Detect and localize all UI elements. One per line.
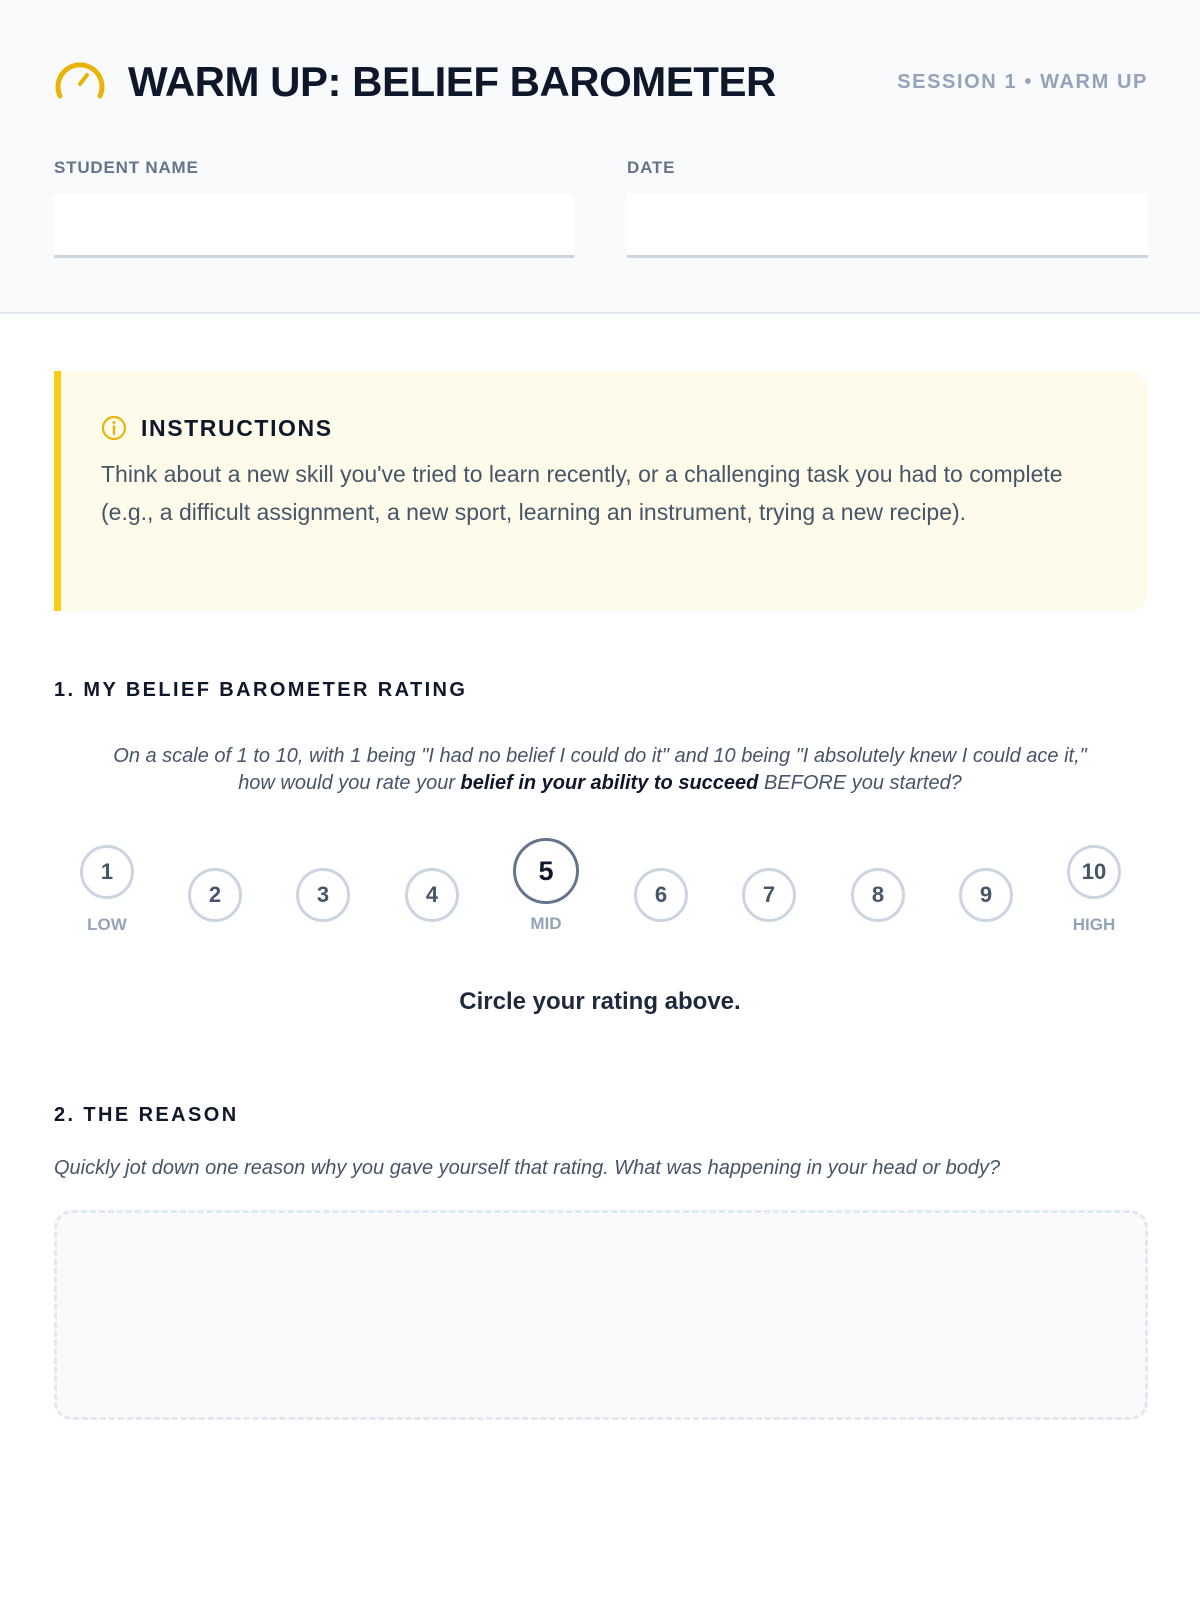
- worksheet-header: [0, 0, 1200, 314]
- date-field[interactable]: [627, 194, 1148, 258]
- rating-circle[interactable]: 1: [80, 845, 134, 899]
- rating-circle[interactable]: 3: [296, 868, 350, 922]
- rating-option-6[interactable]: [611, 868, 711, 922]
- scale-caption-mid: MID: [530, 914, 562, 933]
- date-label: DATE: [627, 158, 676, 177]
- rating-option-3[interactable]: [273, 868, 373, 922]
- session-label: SESSION 1 • WARM UP: [897, 71, 1148, 93]
- scale-caption-low: LOW: [87, 915, 127, 934]
- rating-circle[interactable]: 6: [634, 868, 688, 922]
- rating-circle[interactable]: 9: [959, 868, 1013, 922]
- rating-circle[interactable]: 7: [742, 868, 796, 922]
- rating-circle[interactable]: 10: [1067, 845, 1121, 899]
- title-row: [54, 52, 1148, 112]
- rating-circle[interactable]: 2: [188, 868, 242, 922]
- info-icon: [101, 415, 127, 441]
- rating-option-1[interactable]: [57, 845, 157, 935]
- rating-prompt-emphasis: belief in your ability to succeed: [460, 772, 759, 794]
- gauge-icon: [54, 58, 106, 102]
- instructions-title: INSTRUCTIONS: [141, 414, 333, 441]
- reason-prompt: Quickly jot down one reason why you gave yourself that rating. What was happening in your head or body?: [54, 1157, 1001, 1179]
- section-2-title: 2. THE REASON: [54, 1104, 239, 1126]
- reason-answer-box[interactable]: [54, 1210, 1148, 1420]
- rating-option-8[interactable]: [828, 868, 928, 922]
- rating-prompt: [100, 743, 1100, 797]
- rating-option-5[interactable]: [496, 838, 596, 934]
- student-name-field[interactable]: [54, 194, 574, 258]
- rating-option-7[interactable]: [719, 868, 819, 922]
- page-title: WARM UP: BELIEF BAROMETER: [128, 58, 776, 105]
- instructions-panel: [54, 371, 1148, 611]
- instructions-body: Think about a new skill you've tried to learn recently, or a challenging task you had to complete (e.g., a difficult assignment, a new sport, learning an instrument, trying a new recipe).: [101, 461, 1063, 525]
- section-1-title: 1. MY BELIEF BAROMETER RATING: [54, 679, 468, 701]
- rating-hint: Circle your rating above.: [459, 988, 741, 1015]
- rating-prompt-end: BEFORE you started?: [758, 772, 962, 794]
- scale-caption-high: HIGH: [1072, 915, 1116, 934]
- rating-circle[interactable]: 5: [513, 838, 579, 904]
- rating-circle[interactable]: 8: [851, 868, 905, 922]
- rating-option-10[interactable]: [1044, 845, 1144, 935]
- instructions-header: [101, 411, 1108, 445]
- rating-option-4[interactable]: [382, 868, 482, 922]
- rating-prompt-text: On a scale of 1 to 10, with 1 being "I had no belief I could do it" and 10 being "I absolutely knew I could ace it," how would you rate your: [113, 745, 1087, 794]
- rating-option-9[interactable]: [936, 868, 1036, 922]
- rating-option-2[interactable]: [165, 868, 265, 922]
- student-name-label: STUDENT NAME: [54, 158, 199, 177]
- rating-circle[interactable]: 4: [405, 868, 459, 922]
- rating-scale: [54, 835, 1148, 965]
